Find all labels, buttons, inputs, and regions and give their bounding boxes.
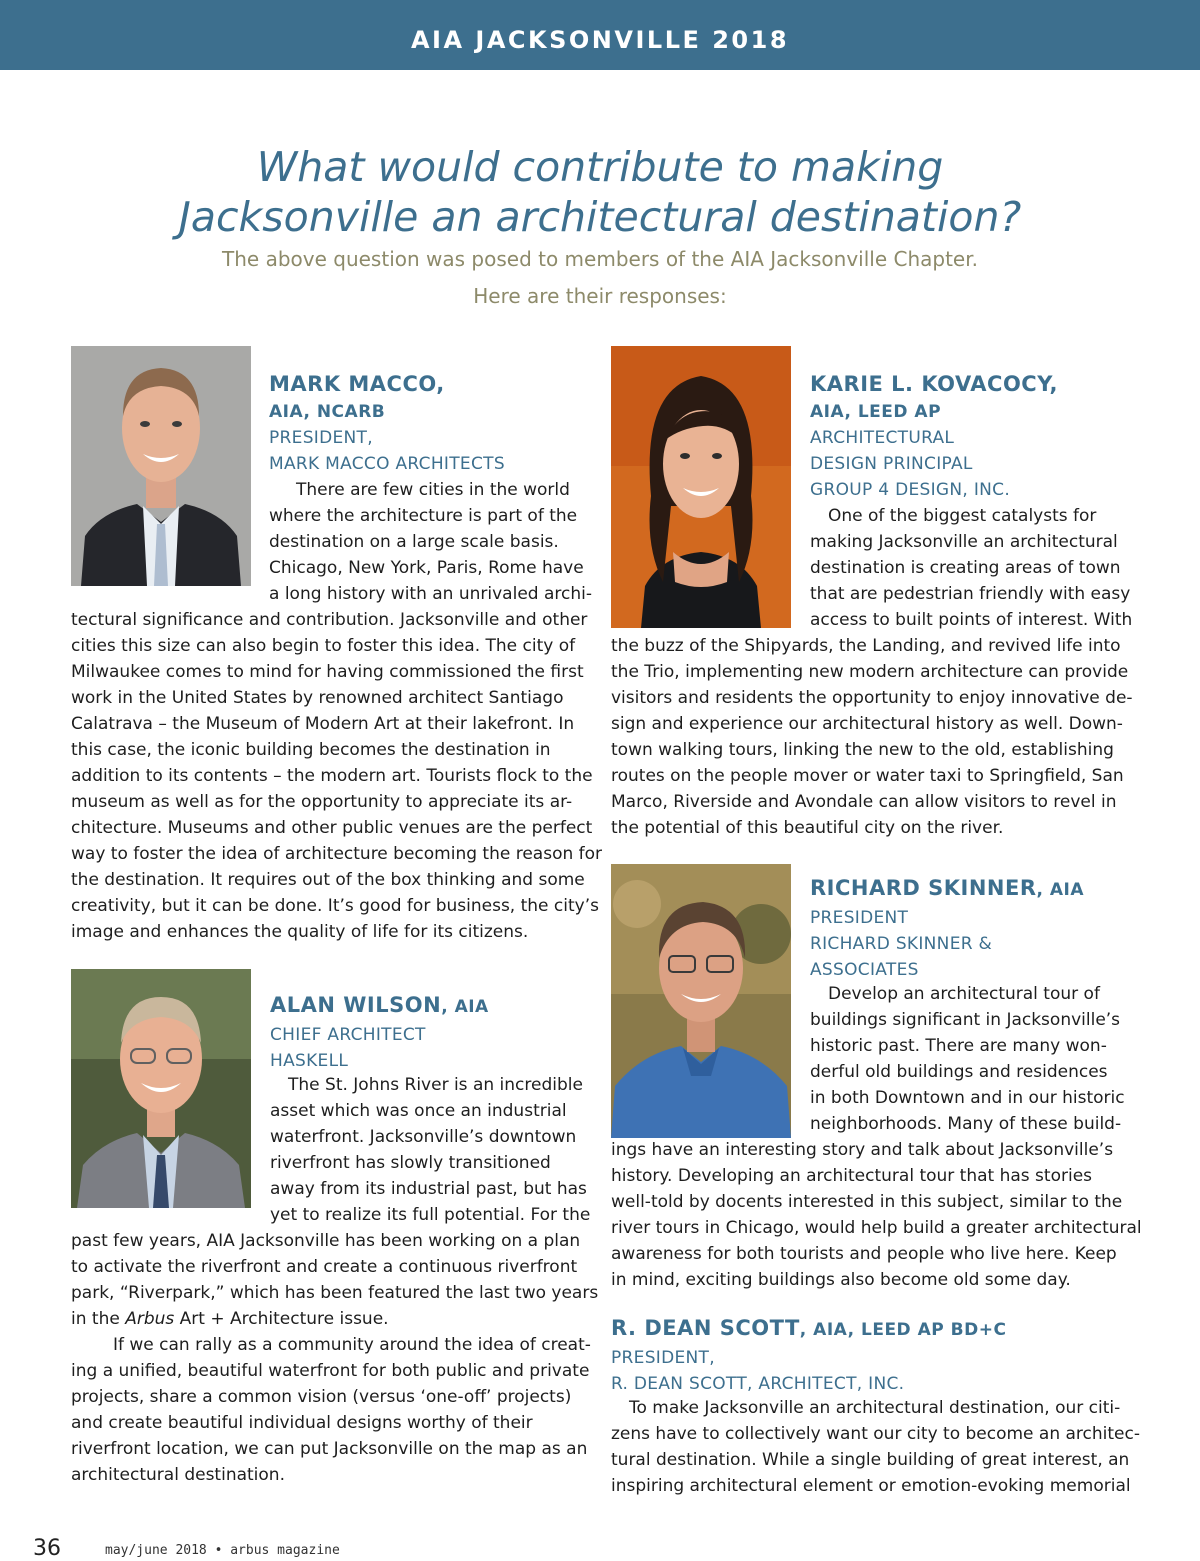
skinner-title-line-3: ASSOCIATES (810, 960, 919, 980)
scott-body (611, 1395, 1139, 1499)
body-line: zens have to collectively want our city to become an architec- (611, 1424, 1141, 1444)
headline-line-2: Jacksonville an architectural destination? (178, 193, 1022, 241)
body-line: tural destination. While a single building of great interest, an (611, 1450, 1130, 1470)
kovacocy-header (810, 369, 1140, 503)
body-line: historic past. There are many won- (810, 1036, 1107, 1056)
page-headline (60, 142, 1140, 242)
macco-title-line-2: MARK MACCO ARCHITECTS (269, 454, 505, 474)
body-line: museum as well as for the opportunity to appreciate its ar- (71, 792, 573, 812)
body-line: routes on the people mover or water taxi to Springfield, San (611, 766, 1124, 786)
body-line: ing a unified, beautiful waterfront for both public and private (71, 1361, 590, 1381)
body-line: the buzz of the Shipyards, the Landing, and revived life into (611, 636, 1121, 656)
body-line-with-italic (71, 1306, 589, 1332)
body-line: One of the biggest catalysts for (828, 506, 1097, 526)
body-line: way to foster the idea of architecture becoming the reason for (71, 844, 603, 864)
body-line: town walking tours, linking the new to the old, establishing (611, 740, 1114, 760)
body-line: and create beautiful individual designs worthy of their (71, 1413, 533, 1433)
body-line: projects, share a common vision (versus ‘one-off’ projects) (71, 1387, 572, 1407)
header-title: AIA JACKSONVILLE 2018 (410, 26, 790, 54)
body-line: derful old buildings and residences (810, 1062, 1108, 1082)
scott-credentials: , AIA, LEED AP BD+C (799, 1320, 1007, 1340)
scott-name: R. DEAN SCOTT (611, 1316, 800, 1340)
body-line: away from its industrial past, but has (270, 1179, 587, 1199)
body-line: If we can rally as a community around the idea of creat- (113, 1335, 591, 1355)
body-line: the Trio, implementing new modern architecture can provide (611, 662, 1129, 682)
body-line: past few years, AIA Jacksonville has been working on a plan (71, 1231, 581, 1251)
body-line: inspiring architectural element or emotion-evoking memorial (611, 1476, 1131, 1496)
body-line: neighborhoods. Many of these build- (810, 1114, 1122, 1134)
wilson-header (270, 990, 590, 1074)
body-line: Chicago, New York, Paris, Rome have (269, 558, 584, 578)
body-line: the destination. It requires out of the box thinking and some (71, 870, 585, 890)
body-line: visitors and residents the opportunity to enjoy innovative de- (611, 688, 1133, 708)
header-bar (0, 0, 1200, 70)
body-line: cities this size can also begin to foster this idea. The city of (71, 636, 576, 656)
skinner-body-beside (810, 981, 1140, 1137)
body-line: that are pedestrian friendly with easy (810, 584, 1131, 604)
kovacocy-body-full (611, 633, 1139, 841)
body-line: Develop an architectural tour of (828, 984, 1100, 1004)
body-line: in mind, exciting buildings also become old some day. (611, 1270, 1071, 1290)
page-subhead (100, 241, 1100, 315)
scott-header (611, 1313, 1139, 1397)
body-line: river tours in Chicago, would help build a greater architectural (611, 1218, 1142, 1238)
kovacocy-photo (611, 346, 791, 628)
wilson-name: ALAN WILSON (270, 993, 442, 1017)
subhead-line-2: Here are their responses: (473, 284, 727, 308)
macco-credentials: AIA, NCARB (269, 402, 386, 422)
macco-name: MARK MACCO, (269, 372, 445, 396)
body-line: destination is creating areas of town (810, 558, 1121, 578)
macco-photo (71, 346, 251, 586)
body-line: destination on a large scale basis. (269, 532, 559, 552)
headline-line-1: What would contribute to making (256, 143, 944, 191)
body-line: the potential of this beautiful city on the river. (611, 818, 1004, 838)
macco-body-beside (269, 477, 592, 607)
body-line: architectural destination. (71, 1465, 285, 1485)
kovacocy-title-line-3: GROUP 4 DESIGN, INC. (810, 480, 1011, 500)
text-run: in the (71, 1309, 126, 1329)
body-line: tectural significance and contribution. Jacksonville and other (71, 610, 588, 630)
body-line: waterfront. Jacksonville’s downtown (270, 1127, 577, 1147)
body-line: riverfront location, we can put Jacksonville on the map as an (71, 1439, 588, 1459)
wilson-photo (71, 969, 251, 1208)
body-line: in both Downtown and in our historic (810, 1088, 1125, 1108)
body-line: The St. Johns River is an incredible (288, 1075, 583, 1095)
body-line: history. Developing an architectural tour that has stories (611, 1166, 1093, 1186)
body-line: work in the United States by renowned architect Santiago (71, 688, 564, 708)
kovacocy-name: KARIE L. KOVACOCY, (810, 372, 1058, 396)
body-line: awareness for both tourists and people who live here. Keep (611, 1244, 1117, 1264)
body-line: ings have an interesting story and talk about Jacksonville’s (611, 1140, 1114, 1160)
skinner-name: RICHARD SKINNER (810, 876, 1037, 900)
macco-title-line-1: PRESIDENT, (269, 428, 373, 448)
wilson-body-beside (270, 1072, 590, 1228)
skinner-body-full (611, 1137, 1142, 1293)
body-line: to activate the riverfront and create a continuous riverfront (71, 1257, 578, 1277)
skinner-name-line (810, 873, 1140, 905)
skinner-header (810, 873, 1140, 983)
body-line: Marco, Riverside and Avondale can allow visitors to revel in (611, 792, 1117, 812)
scott-title-line-1: PRESIDENT, (611, 1348, 715, 1368)
body-line: sign and experience our architectural history as well. Down- (611, 714, 1123, 734)
wilson-name-line (270, 990, 590, 1022)
wilson-credentials: , AIA (441, 997, 489, 1017)
text-run: Art + Architecture issue. (174, 1309, 389, 1329)
body-line: Milwaukee comes to mind for having commissioned the first (71, 662, 584, 682)
page-number: 36 (33, 1536, 61, 1561)
body-line: image and enhances the quality of life for its citizens. (71, 922, 529, 942)
body-line: this case, the iconic building becomes the destination in (71, 740, 551, 760)
body-line: well-told by docents interested in this subject, similar to the (611, 1192, 1123, 1212)
footer-text: may/june 2018 • arbus magazine (105, 1543, 340, 1558)
body-line: buildings significant in Jacksonville’s (810, 1010, 1121, 1030)
body-line: access to built points of interest. With (810, 610, 1133, 630)
skinner-title-line-1: PRESIDENT (810, 908, 909, 928)
body-line: chitecture. Museums and other public venues are the perfect (71, 818, 593, 838)
skinner-credentials: , AIA (1036, 880, 1085, 900)
kovacocy-title-line-2: DESIGN PRINCIPAL (810, 454, 973, 474)
body-line: park, “Riverpark,” which has been featured the last two years (71, 1283, 599, 1303)
wilson-title-line-2: HASKELL (270, 1051, 349, 1071)
kovacocy-title-line-1: ARCHITECTURAL (810, 428, 955, 448)
kovacocy-body-beside (810, 503, 1140, 633)
wilson-body-full (71, 1228, 599, 1488)
body-line: where the architecture is part of the (269, 506, 578, 526)
skinner-photo (611, 864, 791, 1138)
kovacocy-credentials: AIA, LEED AP (810, 402, 942, 422)
body-line: addition to its contents – the modern art. Tourists flock to the (71, 766, 593, 786)
body-line: There are few cities in the world (296, 480, 570, 500)
skinner-title-line-2: RICHARD SKINNER & (810, 934, 993, 954)
body-line: a long history with an unrivaled archi- (269, 584, 592, 604)
wilson-title-line-1: CHIEF ARCHITECT (270, 1025, 426, 1045)
body-line: creativity, but it can be done. It’s good for business, the city’s (71, 896, 599, 916)
scott-title-line-2: R. DEAN SCOTT, ARCHITECT, INC. (611, 1374, 905, 1394)
body-line: To make Jacksonville an architectural destination, our citi- (629, 1398, 1121, 1418)
body-line: asset which was once an industrial (270, 1101, 567, 1121)
body-line: Calatrava – the Museum of Modern Art at their lakefront. In (71, 714, 575, 734)
macco-header (269, 369, 589, 477)
body-line: yet to realize its full potential. For the (270, 1205, 591, 1225)
body-line: making Jacksonville an architectural (810, 532, 1118, 552)
subhead-line-1: The above question was posed to members of the AIA Jacksonville Chapter. (222, 247, 978, 271)
publication-title: Arbus (125, 1309, 175, 1329)
scott-name-line (611, 1313, 1139, 1345)
body-line: riverfront has slowly transitioned (270, 1153, 551, 1173)
macco-body-full (71, 607, 603, 945)
